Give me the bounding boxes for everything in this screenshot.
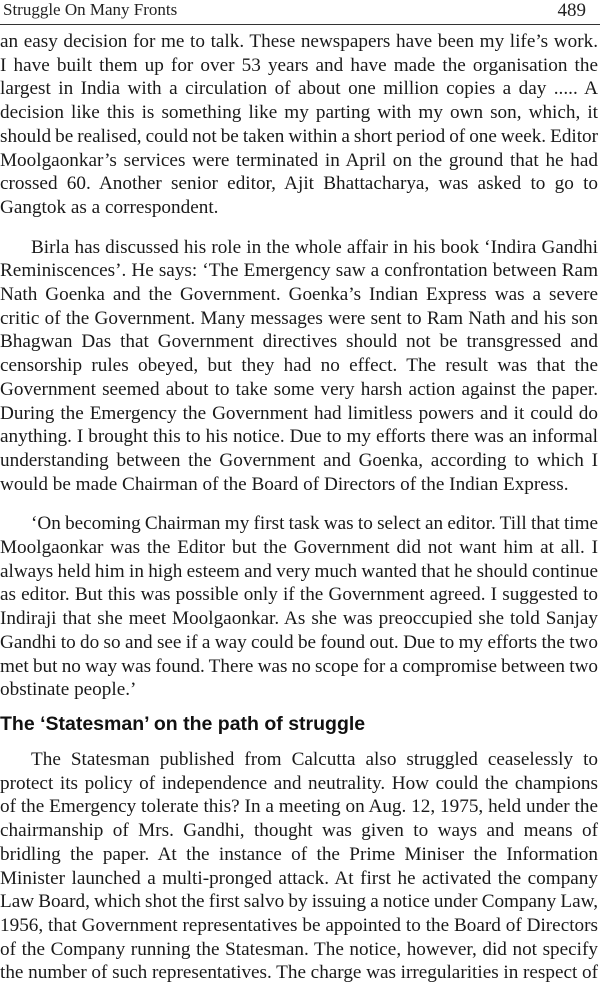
text-line: chairmanship of Mrs. Gandhi, thought was given to ways and means of (0, 820, 598, 842)
paragraph-3 (0, 512, 598, 702)
text-line: bridling the paper. At the instance of the Prime Miniser the Information (0, 843, 598, 865)
text-line: crossed 60. Another senior editor, Ajit Bhattacharya, was asked to go to (0, 173, 598, 195)
text-line: decision like this is something like my parting with my own son, which, it (0, 102, 598, 124)
paragraph-2 (0, 236, 598, 497)
text-line: an easy decision for me to talk. These newspapers have been my life’s work. (0, 31, 598, 52)
text-line: Law Board, which shot the first salvo by issuing a notice under Company Law, (0, 891, 598, 913)
text-line: ‘On becoming Chairman my first task was to select an editor. Till that time (31, 513, 598, 535)
text-line: the number of such representatives. The charge was irregularities in respect of (0, 962, 598, 984)
text-line: should be realised, could not be taken within a short period of one week. Editor (0, 125, 598, 147)
paragraph-4 (0, 748, 598, 985)
text-line: always held him in high esteem and very much wanted that he should continue (0, 560, 598, 582)
text-line: protect its policy of independence and neutrality. How could the champions (0, 772, 598, 794)
text-line: critic of the Government. Many messages were sent to Ram Nath and his son (0, 307, 598, 329)
text-line: The Statesman published from Calcutta also struggled ceaselessly to (31, 748, 598, 770)
text-line: Moolgaonkar’s services were terminated in April on the ground that he had (0, 149, 598, 171)
body-text (0, 30, 598, 985)
paragraph-1 (0, 30, 598, 220)
text-line: understanding between the Government and Goenka, according to which I (0, 449, 598, 471)
text-line: Reminiscences’. He says: ‘The Emergency saw a confrontation between Ram (0, 260, 598, 282)
chapter-title: Struggle On Many Fronts (3, 0, 178, 19)
text-line: Indiraji that she meet Moolgaonkar. As she was preoccupied she told Sanjay (0, 608, 598, 630)
text-line: would be made Chairman of the Board of Directors of the Indian Express. (0, 473, 569, 495)
text-line: Gandhi to do so and see if a way could be found out. Due to my efforts the two (0, 631, 598, 653)
text-line: as editor. But this was possible only if the Government agreed. I suggested to (0, 584, 598, 606)
text-line: anything. I brought this to his notice. Due to my efforts there was an informal (0, 426, 598, 448)
header-rule (0, 24, 600, 25)
text-line: of the Company running the Statesman. The notice, however, did not specify (0, 938, 598, 960)
text-line: Bhagwan Das that Government directives should not be transgressed and (0, 331, 598, 353)
text-line: largest in India with a circulation of about one million copies a day ..... A (0, 78, 598, 100)
text-line: Government seemed about to take some very harsh action against the paper. (0, 378, 598, 400)
text-line: met but no way was found. There was no scope for a compromise between two (0, 655, 598, 677)
text-line: Gangtok as a correspondent. (0, 196, 219, 218)
text-line: Birla has discussed his role in the whole affair in his book ‘Indira Gandhi (31, 236, 598, 258)
text-line: 1956, that Government representatives be appointed to the Board of Directors (0, 914, 598, 936)
text-line: Moolgaonkar was the Editor but the Government did not want him at all. I (0, 537, 598, 559)
text-line: I have built them up for over 53 years and have made the organisation the (0, 54, 598, 76)
text-line: censorship rules obeyed, but they had no effect. The result was that the (0, 355, 598, 377)
page-number: 489 (557, 0, 586, 21)
text-line: Minister launched a multi-pronged attack. At first he activated the company (0, 867, 598, 889)
text-line: During the Emergency the Government had limitless powers and it could do (0, 402, 598, 424)
text-line: obstinate people.’ (0, 679, 137, 701)
text-line: of the Emergency tolerate this? In a meeting on Aug. 12, 1975, held under the (0, 796, 598, 818)
section-heading: The ‘Statesman’ on the path of struggle (0, 712, 366, 735)
text-line: Nath Goenka and the Government. Goenka’s Indian Express was a severe (0, 284, 598, 306)
running-header (0, 0, 600, 20)
